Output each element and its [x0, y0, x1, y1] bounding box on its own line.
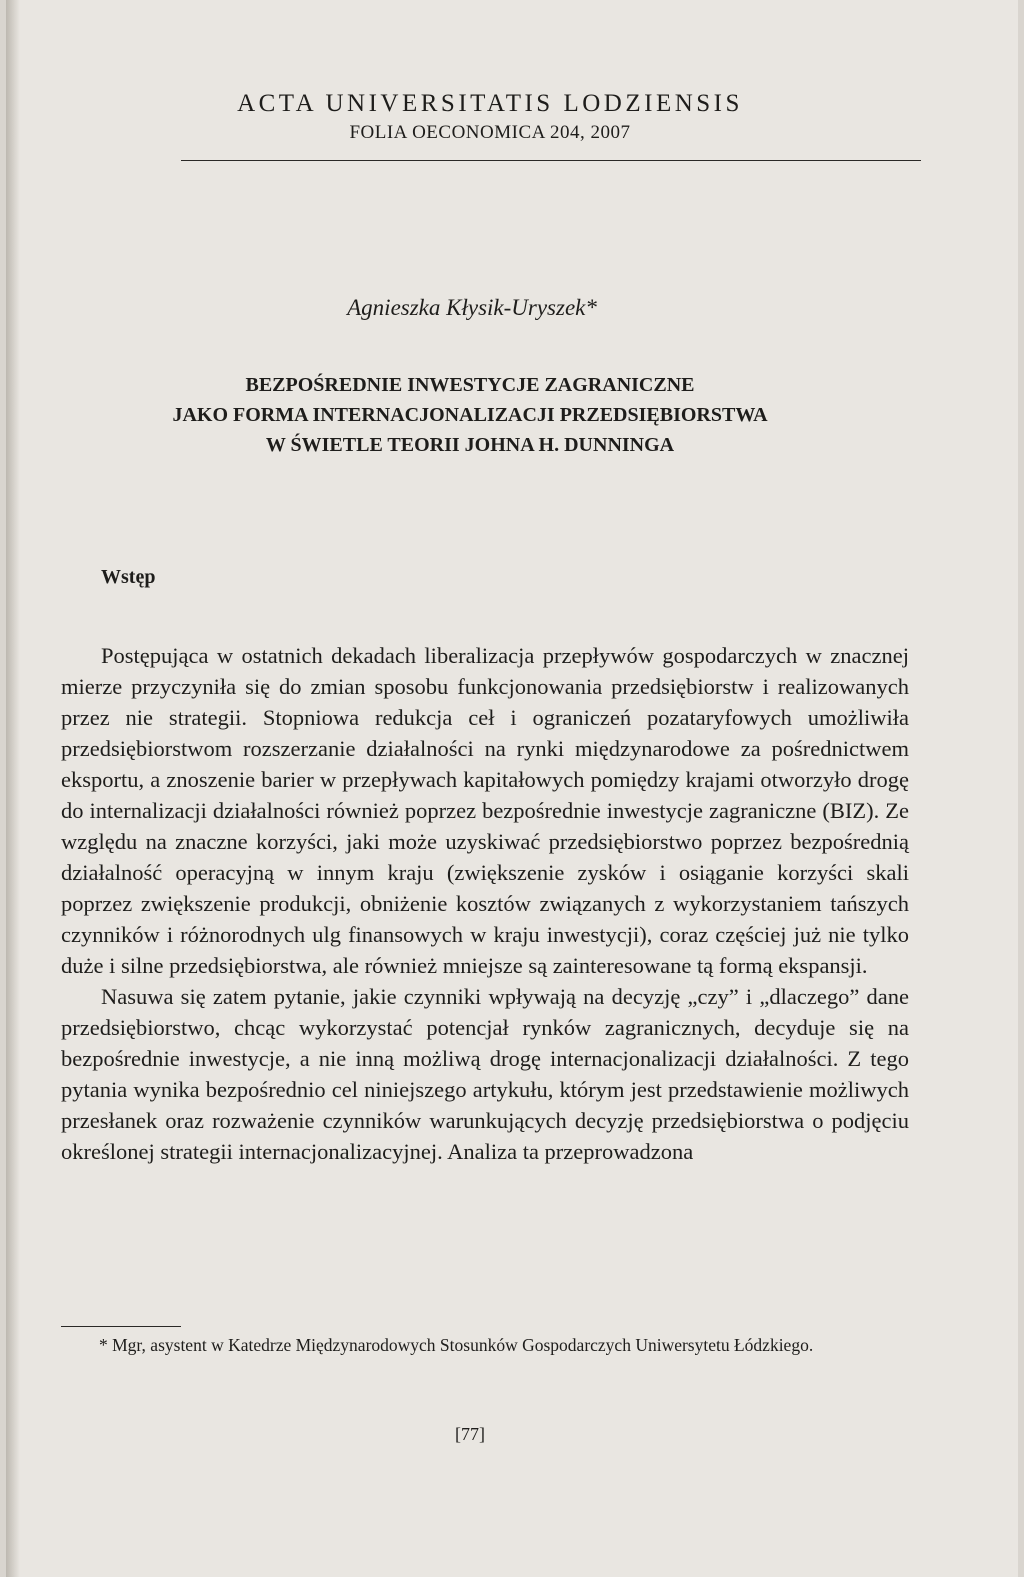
body-paragraph: Postępująca w ostatnich dekadach liberalizacja przepływów gospodarczych w znacznej mierze przyczyniła się do zmian sposobu funkcjonowania przedsiębiorstw i realizowanych przez nie strategii. Stopniowa redukcja ceł i ograniczeń pozataryfowych umożliwiła przedsiębiorstwom rozszerzanie działalności na rynki międzynarodowe za pośrednictwem eksportu, a znoszenie barier w przepływach kapitałowych pomiędzy krajami otworzyło drogę do internalizacji działalności również poprzez bezpośrednie inwestycje zagraniczne (BIZ). Ze względu na znaczne korzyści, jaki może uzyskiwać przedsiębiorstwo poprzez bezpośrednią działalność operacyjną w innym kraju (zwiększenie zysków i osiąganie korzyści skali poprzez zwiększenie produkcji, obniżenie kosztów związanych z wykorzystaniem tańszych czynników i różnorodnych ulg finansowych w kraju inwestycji), coraz częściej już nie tylko duże i silne przedsiębiorstwa, ale również mniejsze są zainteresowane tą formą ekspansji.: [61, 643, 909, 978]
journal-title: ACTA UNIVERSITATIS LODZIENSIS: [237, 90, 743, 117]
section-heading: Wstęp: [101, 566, 156, 588]
document-page: [6, 0, 1018, 1577]
footnote: [61, 1334, 909, 1357]
journal-series: FOLIA OECONOMICA 204, 2007: [349, 122, 631, 143]
article-title: [6, 370, 976, 460]
title-line: W ŚWIETLE TEORII JOHNA H. DUNNINGA: [265, 434, 675, 456]
title-line: BEZPOŚREDNIE INWESTYCJE ZAGRANICZNE: [245, 374, 695, 396]
footnote-text: * Mgr, asystent w Katedrze Międzynarodowych Stosunków Gospodarczych Uniwersytetu Łódzkiego.: [99, 1335, 814, 1355]
page-edge-shadow: [6, 0, 20, 1577]
page-number: [77]: [455, 1424, 485, 1444]
article-author: Agnieszka Kłysik-Uryszek*: [347, 295, 597, 320]
footnote-rule: [61, 1326, 181, 1327]
body-paragraph: Nasuwa się zatem pytanie, jakie czynniki wpływają na decyzję „czy” i „dlaczego” dane przedsiębiorstwo, chcąc wykorzystać potencjał rynków zagranicznych, decyduje się na bezpośrednie inwestycje, a nie inną możliwą drogę internacjonalizacji działalności. Z tego pytania wynika bezpośrednio cel niniejszego artykułu, którym jest przedstawienie możliwych przesłanek oraz rozważenie czynników warunkujących decyzję przedsiębiorstwa o podjęciu określonej strategii internacjonalizacyjnej. Analiza ta przeprowadzona: [61, 984, 909, 1164]
title-line: JAKO FORMA INTERNACJONALIZACJI PRZEDSIĘBIORSTWA: [172, 404, 768, 426]
header-rule: [181, 160, 921, 161]
article-body: [61, 640, 909, 1167]
